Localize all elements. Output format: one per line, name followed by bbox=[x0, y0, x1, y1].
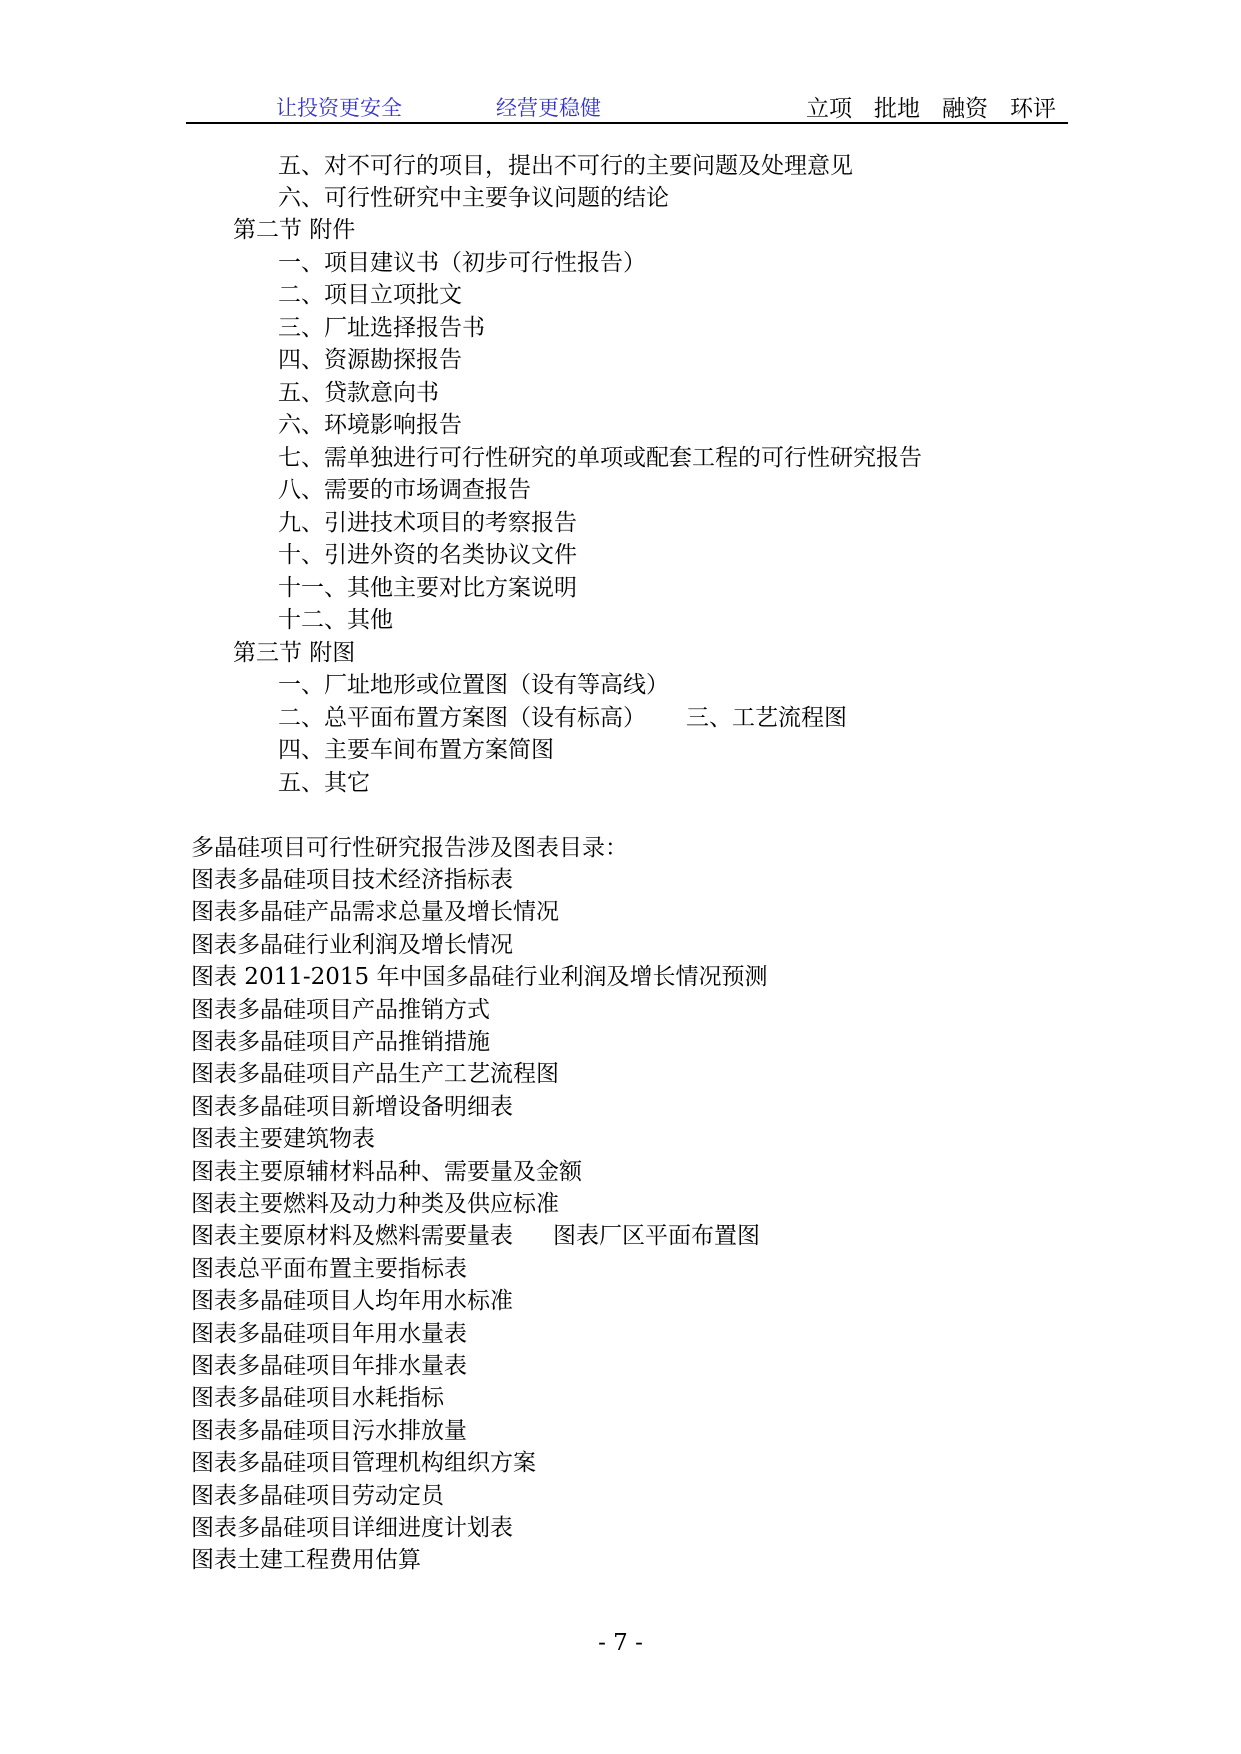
text-line: 一、项目建议书（初步可行性报告） bbox=[278, 250, 646, 276]
list-item bbox=[191, 1091, 513, 1123]
list-item-text: 图表多晶硅项目产品推销措施 bbox=[191, 1029, 490, 1055]
figure-item: 三、工艺流程图 bbox=[686, 705, 847, 731]
service-1: 立项 bbox=[806, 96, 852, 122]
list-item bbox=[191, 1480, 444, 1512]
list-item bbox=[191, 1220, 760, 1252]
text-line bbox=[278, 702, 847, 734]
list-item bbox=[191, 1123, 375, 1155]
text-line: 九、引进技术项目的考察报告 bbox=[278, 510, 577, 536]
text-line: 五、其它 bbox=[278, 770, 370, 796]
list-item bbox=[191, 1350, 467, 1382]
list-item bbox=[191, 1415, 467, 1447]
list-item-text: 图表多晶硅产品需求总量及增长情况 bbox=[191, 899, 559, 926]
text-line: 二、项目立项批文 bbox=[278, 282, 462, 308]
list-title: 多晶硅项目可行性研究报告涉及图表目录： bbox=[191, 835, 628, 861]
list-item-text: 图表多晶硅项目年排水量表 bbox=[191, 1353, 467, 1379]
list-item bbox=[191, 961, 767, 993]
service-3: 融资 bbox=[942, 96, 988, 122]
list-item-text: 图表主要原材料及燃料需要量表 bbox=[191, 1223, 513, 1250]
header-services bbox=[784, 90, 1056, 123]
list-item-text: 图表多晶硅行业利润及增长情况 bbox=[191, 931, 513, 958]
list-item-text: 图表多晶硅项目产品推销方式 bbox=[191, 996, 490, 1023]
text-line: 十一、其他主要对比方案说明 bbox=[278, 575, 577, 601]
list-item-text: 图表多晶硅项目管理机构组织方案 bbox=[191, 1450, 536, 1477]
page-header bbox=[186, 86, 1068, 124]
text-line: 五、贷款意向书 bbox=[278, 380, 439, 406]
text-line: 八、需要的市场调查报告 bbox=[278, 477, 531, 503]
list-item-text: 图表多晶硅项目产品生产工艺流程图 bbox=[191, 1061, 559, 1088]
list-item-text: 图表总平面布置主要指标表 bbox=[191, 1255, 467, 1282]
list-item bbox=[191, 1512, 513, 1544]
list-item bbox=[191, 929, 513, 961]
list-item bbox=[191, 1156, 582, 1188]
service-4: 环评 bbox=[1010, 96, 1056, 122]
list-item-text: 图表主要燃料及动力种类及供应标准 bbox=[191, 1191, 559, 1217]
text-line: 六、可行性研究中主要争议问题的结论 bbox=[278, 185, 669, 211]
list-item bbox=[191, 1026, 490, 1058]
list-item bbox=[191, 1253, 467, 1285]
slogan-left: 让投资更安全 bbox=[276, 96, 402, 120]
list-item bbox=[191, 896, 559, 928]
text-line: 四、主要车间布置方案简图 bbox=[278, 737, 554, 763]
section-heading: 第二节 附件 bbox=[233, 217, 356, 243]
text-line: 十二、其他 bbox=[278, 607, 393, 633]
service-2: 批地 bbox=[874, 96, 920, 122]
list-item bbox=[191, 1544, 421, 1576]
list-item-text: 图表多晶硅项目详细进度计划表 bbox=[191, 1515, 513, 1541]
text-line: 五、对不可行的项目，提出不可行的主要问题及处理意见 bbox=[278, 153, 853, 179]
list-item bbox=[191, 1382, 444, 1414]
figure-item: 二、总平面布置方案图（设有标高） bbox=[278, 705, 646, 731]
list-item bbox=[191, 1285, 513, 1317]
list-item-text: 图表主要原辅材料品种、需要量及金额 bbox=[191, 1158, 582, 1185]
list-item-text: 图表多晶硅项目新增设备明细表 bbox=[191, 1093, 513, 1120]
list-item bbox=[191, 1318, 467, 1350]
text-line: 十、引进外资的名类协议文件 bbox=[278, 542, 577, 568]
text-line: 七、需单独进行可行性研究的单项或配套工程的可行性研究报告 bbox=[278, 445, 922, 471]
section-heading: 第三节 附图 bbox=[233, 640, 356, 666]
list-item bbox=[191, 1447, 536, 1479]
list-item-text: 图表主要建筑物表 bbox=[191, 1126, 375, 1153]
list-item-text: 图表多晶硅项目水耗指标 bbox=[191, 1385, 444, 1412]
list-item bbox=[191, 994, 490, 1026]
page-number: - 7 - bbox=[598, 1630, 643, 1656]
list-item-text: 图表多晶硅项目年用水量表 bbox=[191, 1320, 467, 1347]
text-line: 四、资源勘探报告 bbox=[278, 347, 462, 373]
list-item-text: 图表多晶硅项目技术经济指标表 bbox=[191, 867, 513, 893]
list-item-text: 图表多晶硅项目人均年用水标准 bbox=[191, 1288, 513, 1315]
list-item-text: 图表多晶硅项目污水排放量 bbox=[191, 1417, 467, 1444]
text-line: 一、厂址地形或位置图（设有等高线） bbox=[278, 672, 669, 698]
list-item bbox=[191, 1058, 559, 1090]
text-line: 六、环境影响报告 bbox=[278, 412, 462, 438]
list-item-text: 图表多晶硅项目劳动定员 bbox=[191, 1482, 444, 1509]
list-item bbox=[191, 1188, 559, 1220]
list-item bbox=[191, 864, 513, 896]
slogan-right: 经营更稳健 bbox=[496, 96, 601, 120]
list-item-text: 图表土建工程费用估算 bbox=[191, 1547, 421, 1574]
list-item-text: 图表厂区平面布置图 bbox=[553, 1223, 760, 1250]
list-item-text: 图表 2011-2015 年中国多晶硅行业利润及增长情况预测 bbox=[191, 964, 768, 991]
text-line: 三、厂址选择报告书 bbox=[278, 315, 485, 341]
